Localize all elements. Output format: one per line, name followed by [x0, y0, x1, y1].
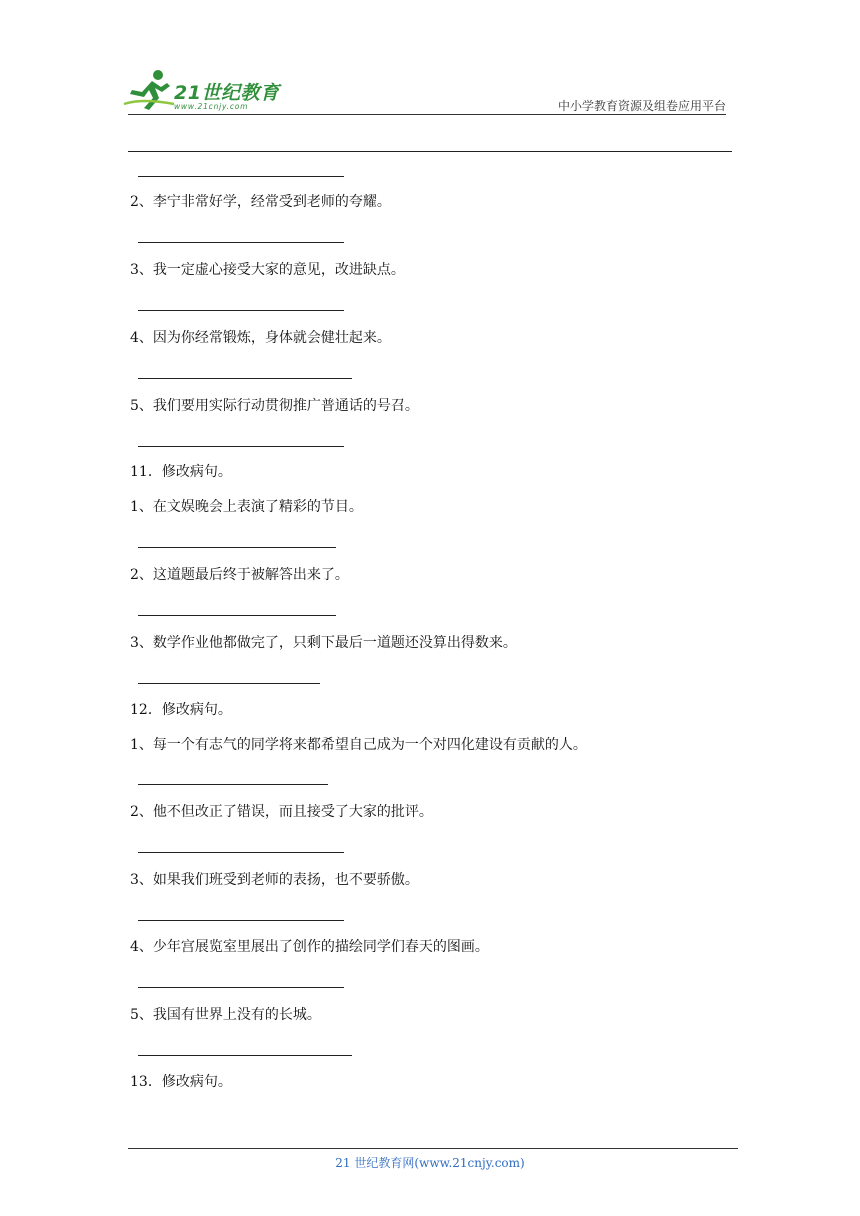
answer-blank-line[interactable] — [138, 446, 344, 447]
sentence-item: 5、我们要用实际行动贯彻推广普通话的号召。 — [130, 398, 419, 414]
sentence-item: 3、数学作业他都做完了，只剩下最后一道题还没算出得数来。 — [130, 635, 517, 651]
answer-blank-line[interactable] — [138, 310, 344, 311]
sentence-item: 2、他不但改正了错误，而且接受了大家的批评。 — [130, 804, 433, 820]
header-rule — [128, 114, 726, 115]
header-rule-thick — [128, 151, 732, 152]
runner-logo-icon — [122, 68, 176, 112]
platform-label: 中小学教育资源及组卷应用平台 — [557, 99, 726, 113]
answer-blank-line[interactable] — [138, 987, 344, 988]
footer-rule — [128, 1148, 738, 1149]
answer-blank-line[interactable] — [138, 683, 320, 684]
sentence-item: 5、我国有世界上没有的长城。 — [130, 1007, 321, 1023]
sentence-item: 2、李宁非常好学，经常受到老师的夸耀。 — [130, 194, 391, 210]
question-heading: 11．修改病句。 — [130, 464, 232, 480]
answer-blank-line[interactable] — [138, 852, 344, 853]
answer-blank-line[interactable] — [138, 920, 344, 921]
sentence-item: 4、因为你经常锻炼，身体就会健壮起来。 — [130, 330, 391, 346]
site-logo — [122, 68, 292, 114]
sentence-item: 2、这道题最后终于被解答出来了。 — [130, 567, 349, 583]
question-heading: 12．修改病句。 — [130, 702, 232, 718]
sentence-item: 4、少年宫展览室里展出了创作的描绘同学们春天的图画。 — [130, 939, 489, 955]
answer-blank-line[interactable] — [138, 615, 336, 616]
page-header — [0, 0, 860, 160]
answer-blank-line[interactable] — [138, 378, 352, 379]
sentence-item: 1、在文娱晚会上表演了精彩的节目。 — [130, 499, 363, 515]
answer-blank-line[interactable] — [138, 547, 336, 548]
answer-blank-line[interactable] — [138, 1055, 352, 1056]
logo-title: 21世纪教育 — [174, 82, 280, 104]
answer-blank-line[interactable] — [138, 176, 344, 177]
logo-subtitle: www.21cnjy.com — [174, 102, 249, 111]
sentence-item: 3、如果我们班受到老师的表扬，也不要骄傲。 — [130, 872, 419, 888]
sentence-item: 3、我一定虚心接受大家的意见，改进缺点。 — [130, 262, 405, 278]
answer-blank-line[interactable] — [138, 784, 328, 785]
sentence-item: 1、每一个有志气的同学将来都希望自己成为一个对四化建设有贡献的人。 — [130, 737, 587, 753]
answer-blank-line[interactable] — [138, 242, 344, 243]
footer-text: 21 世纪教育网(www.21cnjy.com) — [335, 1156, 525, 1170]
question-heading: 13．修改病句。 — [130, 1074, 232, 1090]
